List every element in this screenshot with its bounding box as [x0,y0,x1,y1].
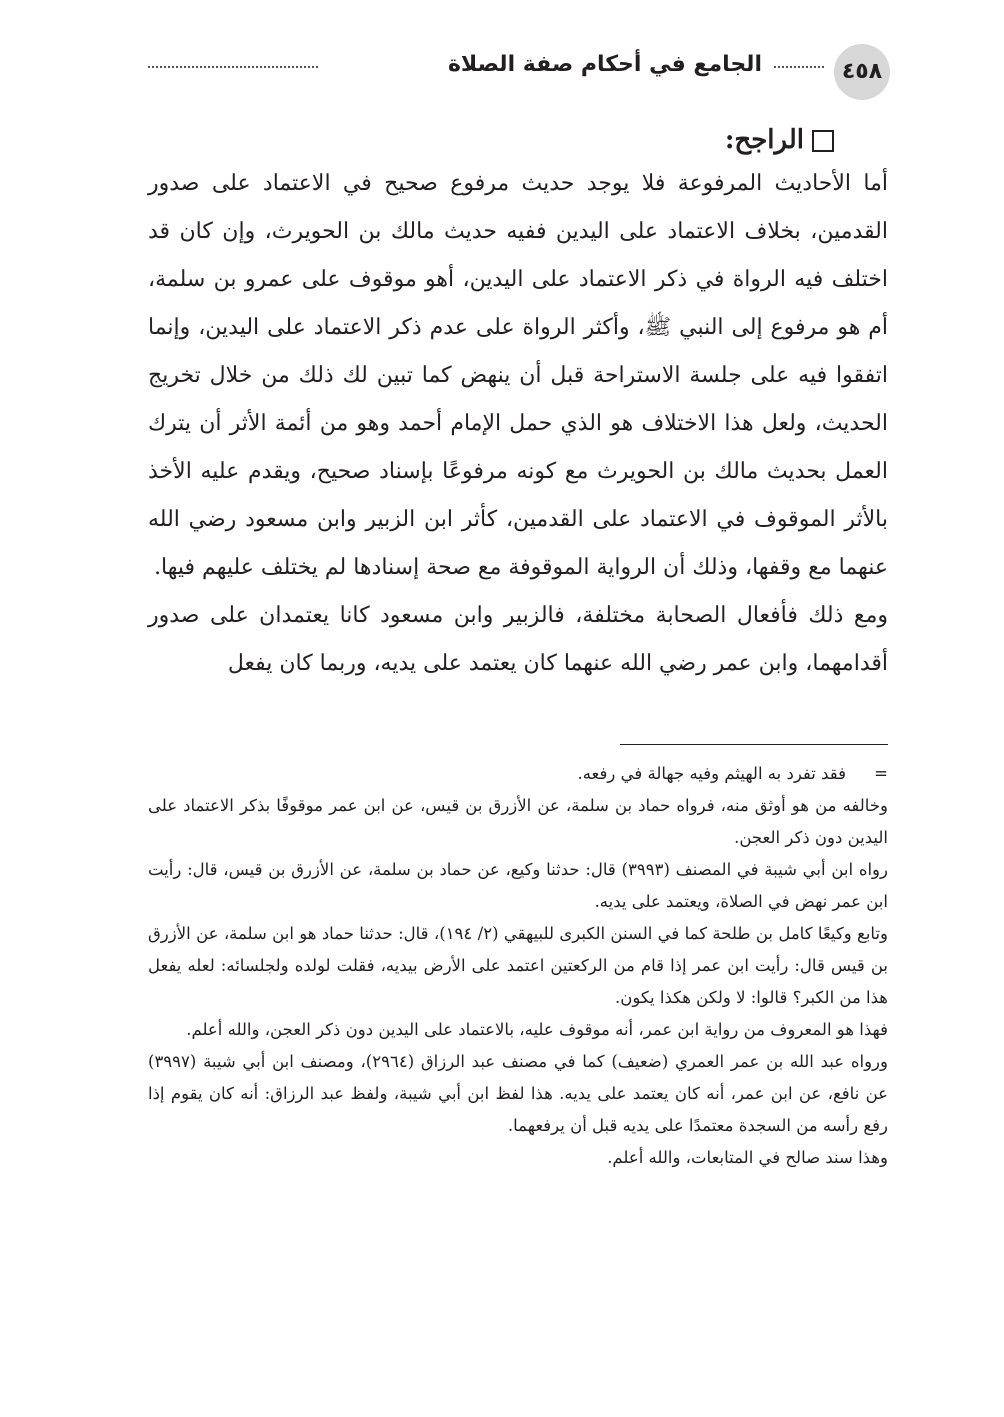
section-heading [554,120,834,160]
footnote-line-text: فقد تفرد به الهيثم وفيه جهالة في رفعه. [577,764,846,783]
page-number: ٤٥٨ [834,44,890,100]
footnote-line: فهذا هو المعروف من رواية ابن عمر، أنه موقوف عليه، بالاعتماد على اليدين دون ذكر العجن، والله أعلم. [186,1020,888,1039]
footnote-continuation-mark: = [874,764,888,783]
section-heading-text: الراجح: [724,125,804,155]
footnote-line: رواه ابن أبي شيبة في المصنف (٣٩٩٣) قال: حدثنا وكيع، عن حماد بن سلمة، عن الأزرق بن قيس، قال: رأيت ابن عمر نهض في الصلاة، ويعتمد على يديه. [148,860,888,911]
body-paragraph-1: أما الأحاديث المرفوعة فلا يوجد حديث مرفوع صحيح في الاعتماد على صدور القدمين، بخلاف الاعتماد على اليدين ففيه حديث مالك بن الحويرث، وإن كان قد اختلف فيه الرواة في ذكر الاعتماد على اليدين، أهو موقوف على عمرو بن سلمة، أم هو مرفوع إلى النبي ﷺ، وأكثر الرواة على عدم ذكر الاعتماد على اليدين، وإنما اتفقوا فيه على جلسة الاستراحة قبل أن ينهض كما تبين لك ذلك من خلال تخريج الحديث، ولعل هذا الاختلاف هو الذي حمل الإمام أحمد وهو من أئمة الأثر أن يترك العمل بحديث مالك بن الحويرث مع كونه مرفوعًا بإسناد صحيح، ويقدم عليه الأخذ بالأثر الموقوف في الاعتماد على القدمين، كأثر ابن الزبير وابن مسعود رضي الله عنهما مع وقفها، وذلك أن الرواية الموقوفة مع صحة إسنادها لم يختلف عليهم فيها. [148,171,888,580]
footnote-line [148,758,888,790]
footnote-line: وخالفه من هو أوثق منه، فرواه حماد بن سلمة، عن الأزرق بن قيس، عن ابن عمر موقوفًا بذكر الاعتماد على اليدين دون ذكر العجن. [148,796,888,847]
footnote-line: وهذا سند صالح في المتابعات، والله أعلم. [607,1148,888,1167]
footnotes [148,758,888,1174]
running-header [148,44,890,104]
footnote-separator [620,744,888,745]
footnote-line: ورواه عبد الله بن عمر العمري (ضعيف) كما في مصنف عبد الرزاق (٢٩٦٤)، ومصنف ابن أبي شيبة (٣٩٩٧) عن نافع، عن ابن عمر، أنه كان يعتمد على يديه. هذا لفظ ابن أبي شيبة، ولفظ عبد الرزاق: أنه كان يقوم إذا رفع رأسه من السجدة معتمدًا على يديه قبل أن يرفعهما. [148,1052,888,1135]
main-text [148,160,888,688]
square-bullet-icon [812,130,834,152]
footnote-line: وتابع وكيعًا كامل بن طلحة كما في السنن الكبرى للبيهقي (٢/ ١٩٤)، قال: حدثنا حماد هو ابن سلمة، عن الأزرق بن قيس قال: رأيت ابن عمر إذا قام من الركعتين اعتمد على الأرض بيديه، فقلت لولده ولجلسائه: لعله يفعل هذا من الكبر؟ قالوا: لا ولكن هكذا يكون. [148,924,889,1007]
body-paragraph-2: ومع ذلك فأفعال الصحابة مختلفة، فالزبير وابن مسعود كانا يعتمدان على صدور أقدامهما، وابن عمر رضي الله عنهما كان يعتمد على يديه، وربما كان يفعل [148,603,888,676]
header-dots-right [774,66,824,68]
header-dots-left [148,66,318,68]
book-title: الجامع في أحكام صفة الصلاة [447,52,762,77]
